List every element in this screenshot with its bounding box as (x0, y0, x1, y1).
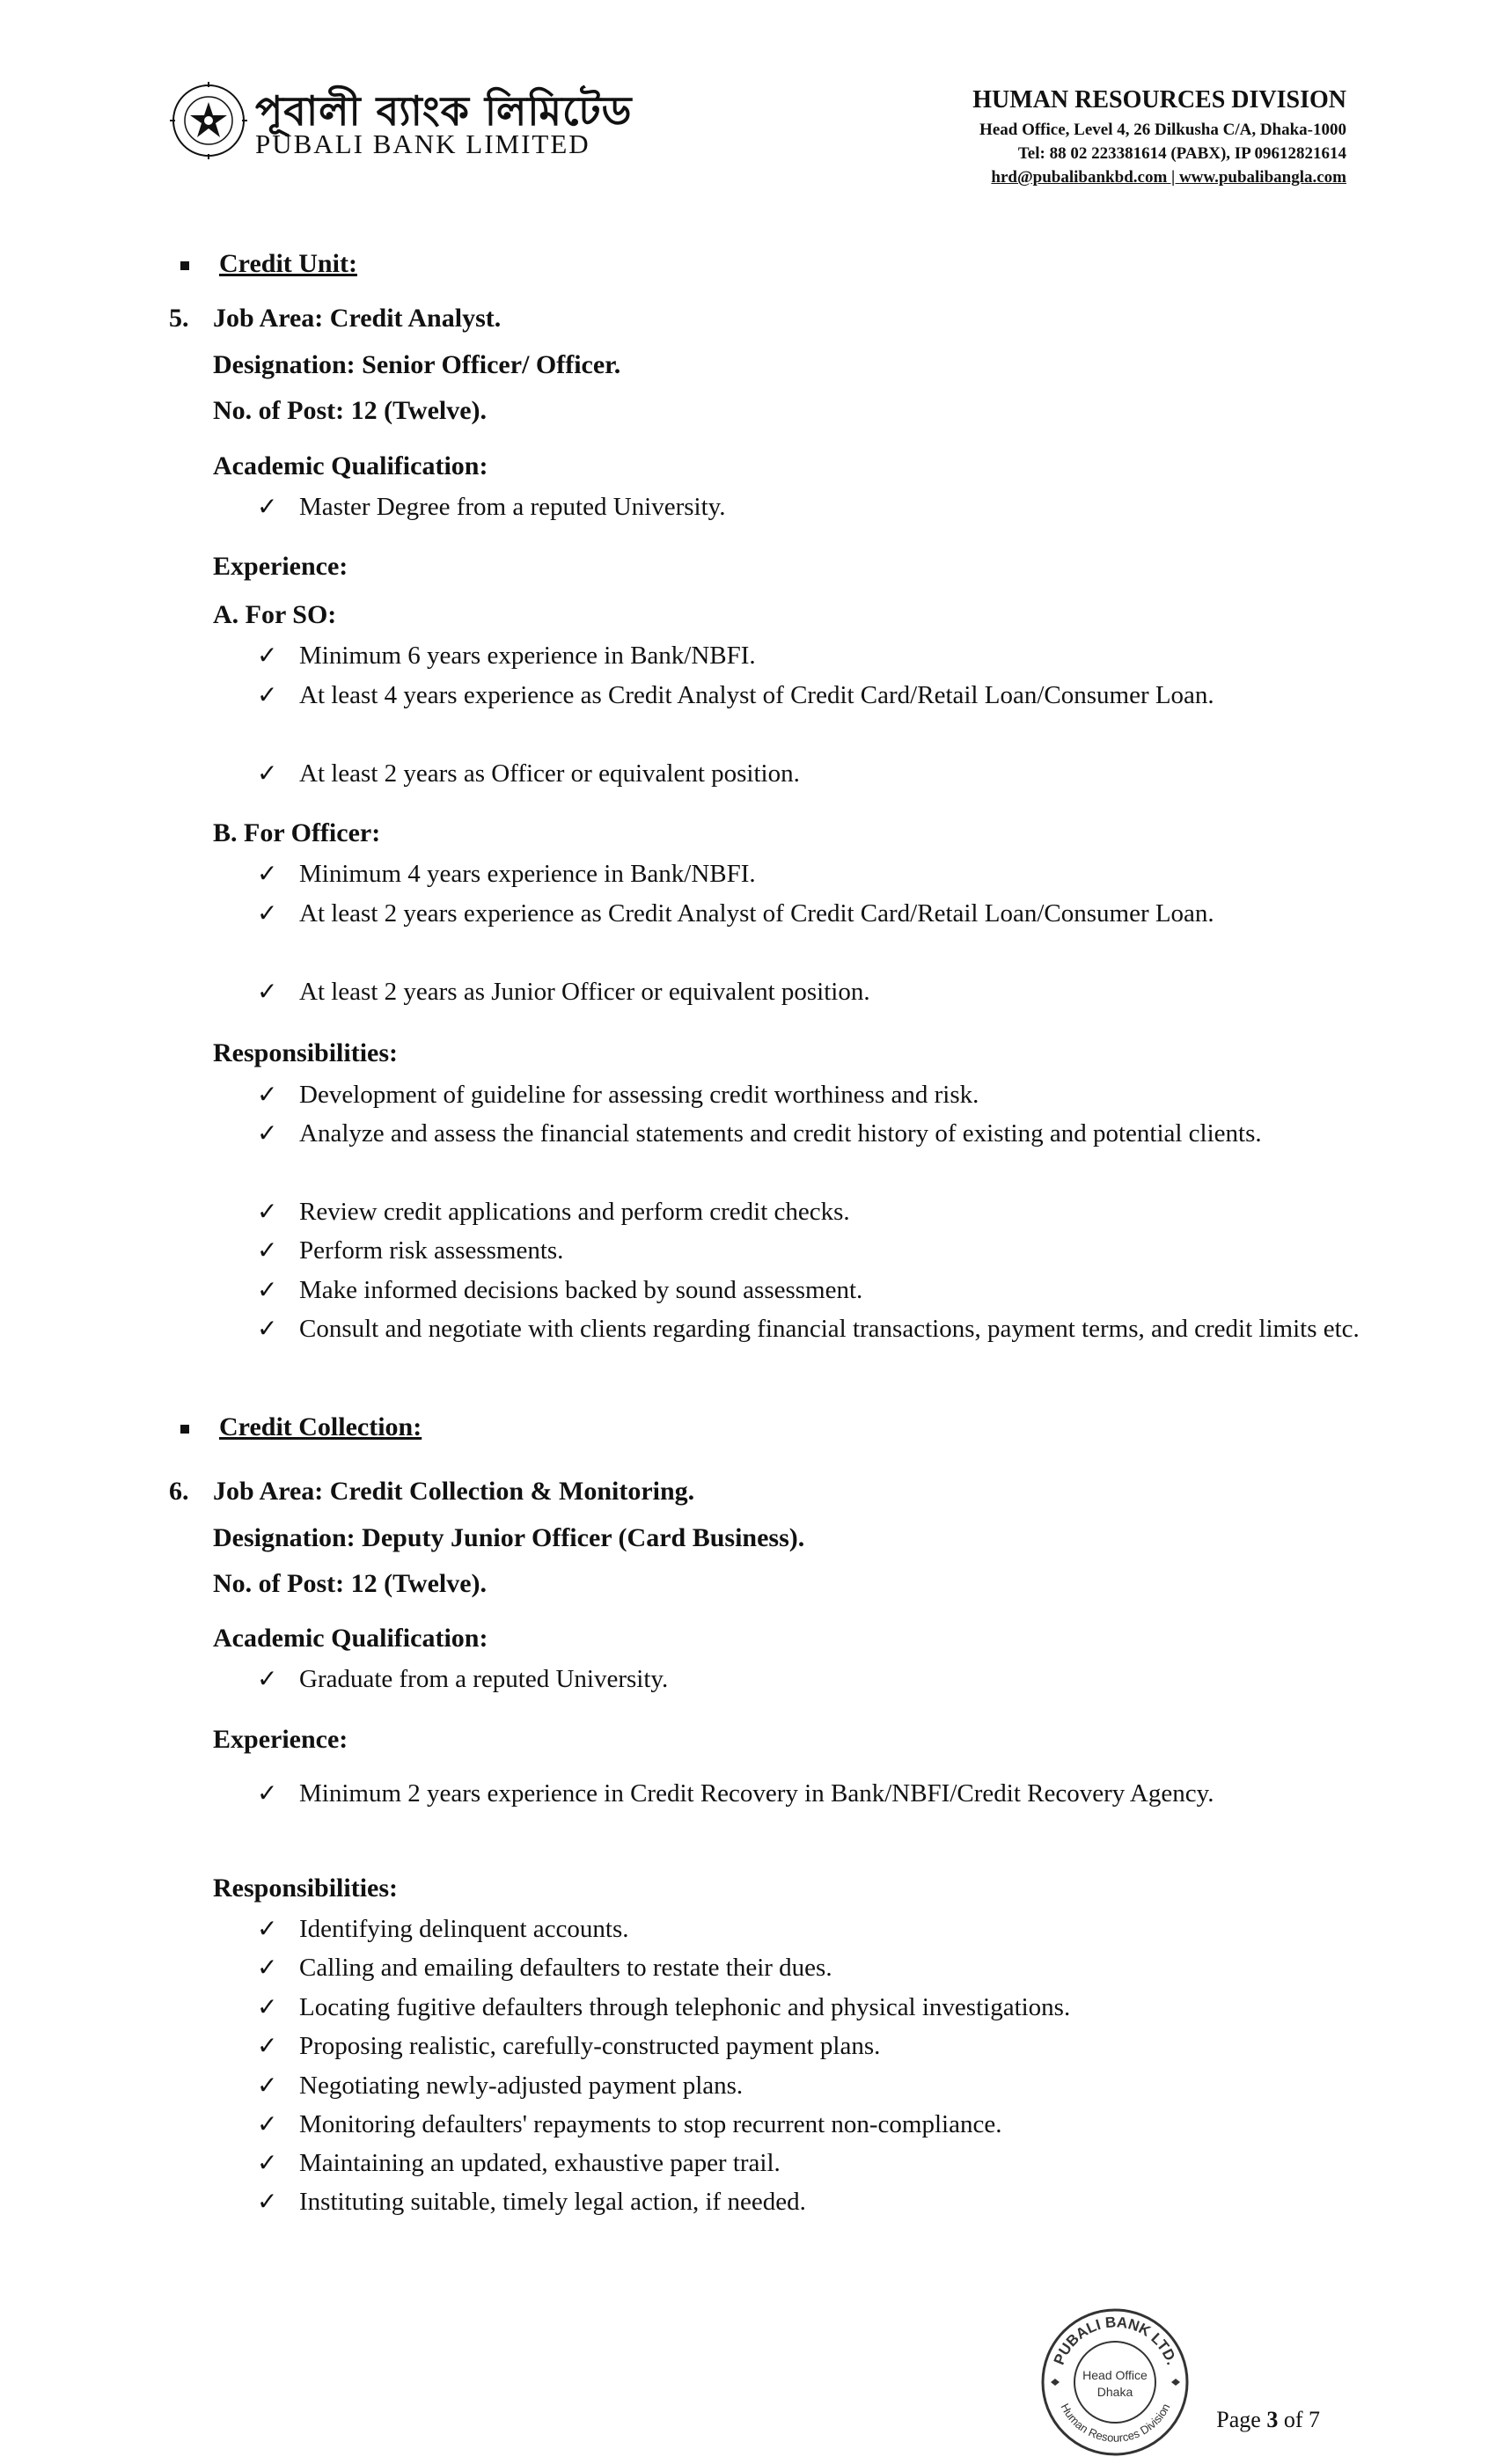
list-item (257, 1910, 1408, 1948)
academic-label: Academic Qualification: (213, 1624, 488, 1653)
check-icon: ✓ (257, 1197, 278, 1226)
stamp-center-line1: Head Office (1082, 2368, 1148, 2382)
list-item-text: Locating fugitive defaulters through telephonic and physical investigations. (299, 1993, 1071, 2021)
list-item (257, 2144, 1408, 2182)
check-icon: ✓ (257, 1118, 278, 1148)
bank-emblem-icon (167, 79, 250, 162)
check-icon: ✓ (257, 759, 278, 788)
list-item (257, 2105, 1408, 2144)
job-designation: Designation: Senior Officer/ Officer. (213, 350, 621, 379)
experience-label: Experience: (213, 552, 348, 581)
list-item-text: At least 2 years as Junior Officer or equivalent position. (299, 978, 870, 1006)
list-item-text: Perform risk assessments. (299, 1236, 564, 1265)
check-icon: ✓ (257, 2031, 278, 2060)
list-item (257, 1660, 1408, 1698)
job-number: 6. (169, 1477, 189, 1506)
experience-label: Experience: (213, 1725, 348, 1754)
list-item (257, 488, 1408, 526)
section-credit-unit (180, 249, 357, 279)
division-address: Head Office, Level 4, 26 Dilkusha C/A, Dhaka-1000 (979, 121, 1346, 139)
list-item-text: Master Degree from a reputed University. (299, 493, 726, 521)
list-item-text: Minimum 2 years experience in Credit Recovery in Bank/NBFI/Credit Recovery Agency. (299, 1779, 1214, 1808)
list-item-text: Minimum 6 years experience in Bank/NBFI. (299, 642, 756, 670)
official-stamp (1038, 2306, 1192, 2460)
list-item (257, 1774, 1408, 1813)
page-number (1216, 2407, 1320, 2433)
list-item-text: Development of guideline for assessing credit worthiness and risk. (299, 1081, 979, 1109)
list-item-text: Graduate from a reputed University. (299, 1665, 669, 1693)
list-item-text: Proposing realistic, carefully-constructed payment plans. (299, 2032, 881, 2060)
list-item-text: At least 2 years as Officer or equivalent position. (299, 759, 800, 788)
responsibilities-label: Responsibilities: (213, 1038, 399, 1067)
list-item-text: Maintaining an updated, exhaustive paper trail. (299, 2149, 781, 2177)
list-item (257, 636, 1408, 675)
list-item-text: Monitoring defaulters' repayments to stop recurrent non-compliance. (299, 2110, 1002, 2138)
section-title: Credit Collection: (219, 1412, 422, 1441)
division-tel: Tel: 88 02 223381614 (PABX), IP 09612821614 (1017, 144, 1346, 163)
list-item (257, 854, 1408, 893)
list-item-text: Identifying delinquent accounts. (299, 1915, 629, 1943)
page-prefix: Page (1216, 2407, 1261, 2432)
division-links[interactable]: hrd@pubalibankbd.com | www.pubalibangla.com (991, 168, 1346, 187)
check-icon: ✓ (257, 1914, 278, 1943)
division-title: HUMAN RESOURCES DIVISION (972, 86, 1346, 114)
job-area: Job Area: Credit Analyst. (213, 304, 502, 333)
list-item (257, 676, 1408, 715)
check-icon: ✓ (257, 1314, 278, 1343)
check-icon: ✓ (257, 898, 278, 928)
list-item-text: Negotiating newly-adjusted payment plans. (299, 2072, 744, 2100)
square-bullet-icon (180, 1425, 189, 1434)
list-item-text: At least 2 years experience as Credit Analyst of Credit Card/Retail Loan/Consumer Loan. (299, 899, 1214, 928)
list-item-text: Make informed decisions backed by sound assessment. (299, 1276, 863, 1304)
page-suffix: of 7 (1283, 2407, 1320, 2432)
list-item (257, 1114, 1408, 1153)
check-icon: ✓ (257, 2187, 278, 2216)
job-area: Job Area: Credit Collection & Monitoring. (213, 1477, 695, 1506)
list-item-text: Minimum 4 years experience in Bank/NBFI. (299, 860, 756, 888)
section-credit-collection (180, 1412, 422, 1442)
division-header (972, 86, 1346, 190)
list-item (257, 754, 1408, 793)
stamp-center-line2: Dhaka (1096, 2385, 1133, 2399)
page-current: 3 (1266, 2407, 1279, 2432)
academic-label: Academic Qualification: (213, 451, 488, 480)
check-icon: ✓ (257, 977, 278, 1006)
check-icon: ✓ (257, 1664, 278, 1693)
check-icon: ✓ (257, 2148, 278, 2177)
check-icon: ✓ (257, 859, 278, 888)
list-item (257, 1988, 1408, 2027)
check-icon: ✓ (257, 492, 278, 521)
list-item (257, 1075, 1408, 1114)
list-item (257, 1948, 1408, 1987)
job-number: 5. (169, 304, 189, 333)
list-item-text: Analyze and assess the financial statements and credit history of existing and potential clients. (299, 1119, 1262, 1148)
square-bullet-icon (180, 261, 189, 270)
list-item-text: Instituting suitable, timely legal action, if needed. (299, 2188, 806, 2216)
job-posts: No. of Post: 12 (Twelve). (213, 1569, 488, 1598)
check-icon: ✓ (257, 1080, 278, 1109)
section-title: Credit Unit: (219, 249, 357, 278)
job-posts: No. of Post: 12 (Twelve). (213, 396, 488, 425)
list-item (257, 1231, 1408, 1270)
subsection-officer-label: B. For Officer: (213, 818, 381, 847)
bank-name-bangla: পূবালী ব্যাংক লিমিটেড (255, 87, 633, 135)
list-item-text: Consult and negotiate with clients regarding financial transactions, payment terms, and credit limits etc. (299, 1315, 1360, 1343)
check-icon: ✓ (257, 1992, 278, 2021)
check-icon: ✓ (257, 2109, 278, 2138)
svg-text:PUBALI BANK LTD. (1051, 2314, 1181, 2367)
list-item-text: Calling and emailing defaulters to restate their dues. (299, 1954, 832, 1982)
check-icon: ✓ (257, 1236, 278, 1265)
list-item (257, 1271, 1408, 1309)
check-icon: ✓ (257, 2071, 278, 2100)
list-item (257, 2182, 1408, 2221)
list-item-text: At least 4 years experience as Credit Analyst of Credit Card/Retail Loan/Consumer Loan. (299, 681, 1214, 709)
list-item (257, 1309, 1408, 1348)
list-item (257, 1192, 1408, 1231)
subsection-so-label: A. For SO: (213, 600, 337, 629)
responsibilities-label: Responsibilities: (213, 1874, 399, 1903)
bank-logo-block (167, 79, 633, 167)
list-item-text: Review credit applications and perform credit checks. (299, 1198, 850, 1226)
list-item (257, 2027, 1408, 2065)
check-icon: ✓ (257, 641, 278, 670)
check-icon: ✓ (257, 1778, 278, 1808)
job-designation: Designation: Deputy Junior Officer (Card Business). (213, 1523, 805, 1552)
check-icon: ✓ (257, 1953, 278, 1982)
list-item (257, 2066, 1408, 2105)
check-icon: ✓ (257, 1275, 278, 1304)
stamp-ring-bottom: Human Resources Division (1058, 2401, 1173, 2445)
list-item (257, 972, 1408, 1011)
bank-name: PUBALI BANK LIMITED (255, 128, 590, 159)
stamp-ring-top: PUBALI BANK LTD. (1050, 2314, 1181, 2367)
list-item (257, 894, 1408, 933)
check-icon: ✓ (257, 680, 278, 709)
